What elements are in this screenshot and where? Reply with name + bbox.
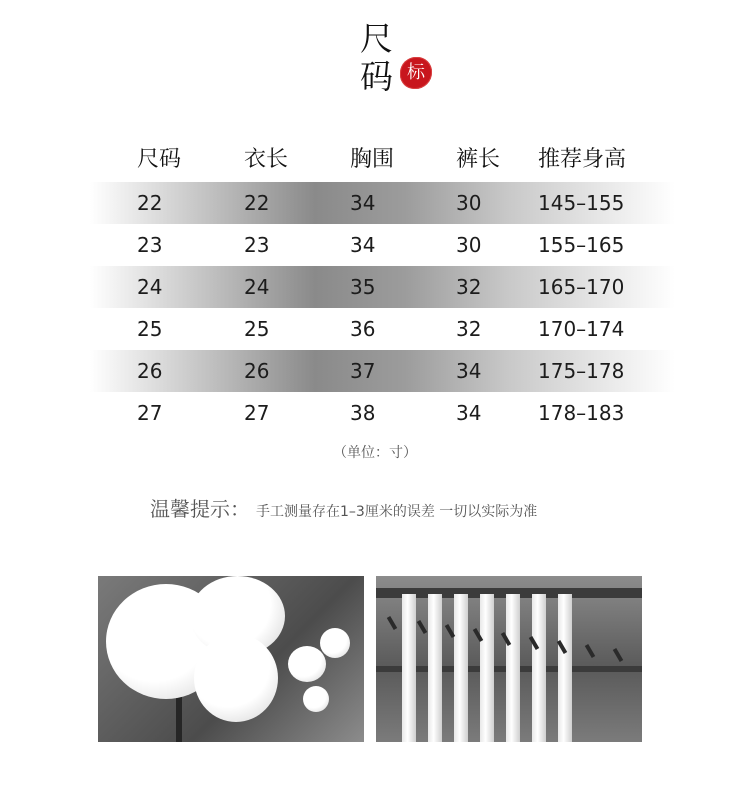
table-header: [0, 140, 750, 182]
table-row: [0, 266, 750, 308]
cell-size: 23: [137, 233, 163, 257]
cotton-boll: [288, 646, 326, 682]
loom-thread: [506, 594, 520, 742]
table-row: [0, 308, 750, 350]
cell-size: 27: [137, 401, 163, 425]
header-pants-length: 裤长: [456, 147, 501, 172]
cell-height: 165–170: [538, 275, 625, 299]
cell-size: 24: [137, 275, 163, 299]
cell-chest: 34: [350, 191, 376, 215]
size-table: [0, 140, 750, 434]
cell-height: 175–178: [538, 359, 625, 383]
unit-note: （单位：寸）: [333, 445, 417, 461]
cell-chest: 34: [350, 233, 376, 257]
cell-pants-length: 32: [456, 275, 482, 299]
cell-height: 155–165: [538, 233, 625, 257]
cell-chest: 37: [350, 359, 376, 383]
loom-peg: [417, 620, 427, 634]
tip-label: 温馨提示：: [150, 497, 250, 521]
cell-pants-length: 34: [456, 401, 482, 425]
cell-height: 170–174: [538, 317, 625, 341]
cell-pants-length: 32: [456, 317, 482, 341]
cell-size: 22: [137, 191, 163, 215]
cell-pants-length: 30: [456, 233, 482, 257]
header-recommended-height: 推荐身高: [538, 147, 627, 172]
loom-thread: [428, 594, 442, 742]
cell-length: 25: [244, 317, 270, 341]
loom-photo: [376, 576, 642, 742]
cell-size: 25: [137, 317, 163, 341]
cell-chest: 36: [350, 317, 376, 341]
cell-height: 178–183: [538, 401, 625, 425]
cell-length: 27: [244, 401, 270, 425]
table-row: [0, 350, 750, 392]
loom-peg: [387, 616, 397, 630]
loom-thread: [480, 594, 494, 742]
cell-chest: 35: [350, 275, 376, 299]
cotton-photo: [98, 576, 364, 742]
cell-length: 26: [244, 359, 270, 383]
table-row: [0, 224, 750, 266]
cell-pants-length: 30: [456, 191, 482, 215]
table-row: [0, 392, 750, 434]
header-size: 尺码: [137, 147, 182, 172]
table-row: [0, 182, 750, 224]
cotton-boll: [303, 686, 329, 712]
header-chest: 胸围: [350, 147, 395, 172]
cell-length: 24: [244, 275, 270, 299]
cell-pants-length: 34: [456, 359, 482, 383]
loom-thread: [402, 594, 416, 742]
cell-length: 22: [244, 191, 270, 215]
tip-text: 手工测量存在1–3厘米的误差 一切以实际为准: [256, 504, 538, 520]
size-title: [360, 19, 440, 96]
loom-thread: [454, 594, 468, 742]
cotton-boll: [194, 634, 278, 722]
cell-size: 26: [137, 359, 163, 383]
loom-thread: [558, 594, 572, 742]
loom-peg: [613, 648, 623, 662]
cell-length: 23: [244, 233, 270, 257]
seal-stamp: 标: [400, 57, 432, 89]
cotton-boll: [320, 628, 350, 658]
header-length: 衣长: [244, 147, 289, 172]
title-char-1: 尺: [360, 19, 393, 58]
loom-thread: [532, 594, 546, 742]
title-char-2: 码: [360, 57, 393, 96]
loom-peg: [585, 644, 595, 658]
warm-tip: [150, 493, 710, 522]
cell-height: 145–155: [538, 191, 625, 215]
cell-chest: 38: [350, 401, 376, 425]
